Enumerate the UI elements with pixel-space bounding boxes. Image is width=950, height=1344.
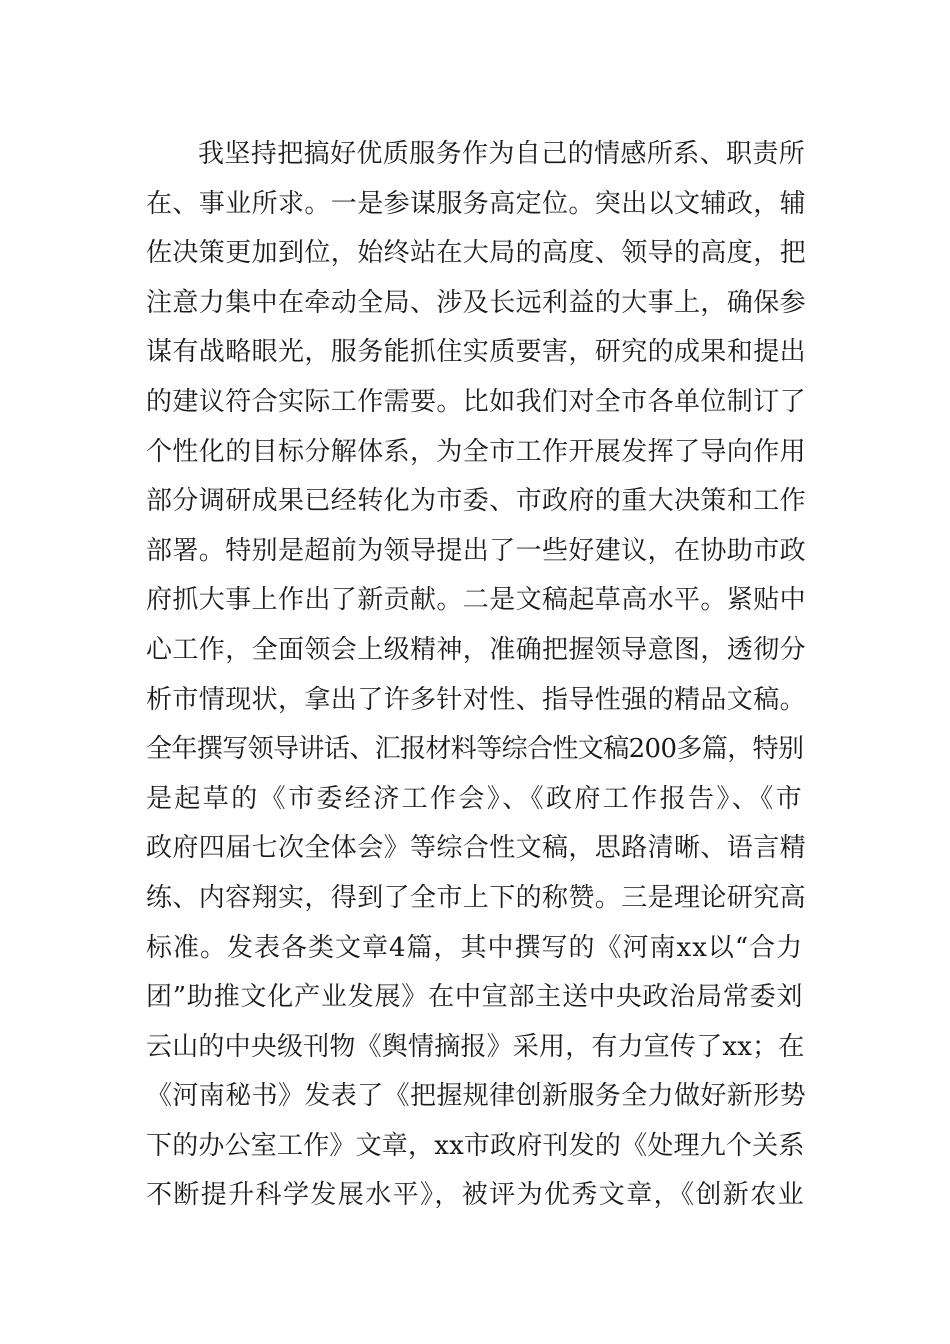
paragraph-line-8: 部分调研成果已经转化为市委、市政府的重大决策和工作 [146, 486, 807, 517]
paragraph-line-5: 谋有战略眼光，服务能抓住实质要害，研究的成果和提出 [146, 337, 807, 368]
paragraph-line-11: 心工作，全面领会上级精神，准确把握领导意图，透彻分 [146, 634, 807, 665]
paragraph-line-2: 在、事业所求。一是参谋服务高定位。突出以文辅政，辅 [146, 188, 807, 219]
paragraph-line-6: 的建议符合实际工作需要。比如我们对全市各单位制订了 [146, 386, 807, 417]
paragraph-line-9: 部署。特别是超前为领导提出了一些好建议，在协助市政 [146, 535, 807, 566]
paragraph-line-7: 个性化的目标分解体系，为全市工作开展发挥了导向作用 [146, 436, 807, 467]
body-paragraph [146, 134, 806, 1225]
paragraph-line-14: 是起草的《市委经济工作会》、《政府工作报告》、《市 [146, 783, 805, 814]
paragraph-line-13: 全年撰写领导讲话、汇报材料等综合性文稿200多篇，特别 [146, 734, 804, 765]
paragraph-line-1: 我坚持把搞好优质服务作为自己的情感所系、职责所 [198, 139, 806, 169]
paragraph-line-12: 析市情现状，拿出了许多针对性、指导性强的精品文稿。 [146, 684, 807, 715]
paragraph-line-3: 佐决策更加到位，始终站在大局的高度、领导的高度，把 [146, 238, 807, 269]
paragraph-line-16: 练、内容翔实，得到了全市上下的称赞。三是理论研究高 [146, 882, 807, 913]
paragraph-line-20: 《河南秘书》发表了《把握规律创新服务全力做好新形势 [146, 1081, 807, 1112]
paragraph-line-19: 云山的中央级刊物《舆情摘报》采用，有力宣传了xx；在 [146, 1031, 805, 1062]
paragraph-line-22: 不断提升科学发展水平》，被评为优秀文章，《创新农业 [146, 1180, 806, 1211]
paragraph-line-18: 团”助推文化产业发展》在中宣部主送中央政治局常委刘 [146, 982, 804, 1013]
paragraph-line-17: 标准。发表各类文章4篇，其中撰写的《河南xx以“合力 [146, 932, 804, 963]
paragraph-line-10: 府抓大事上作出了新贡献。二是文稿起草高水平。紧贴中 [146, 585, 807, 616]
paragraph-line-21: 下的办公室工作》文章，xx市政府刊发的《处理九个关系 [146, 1130, 805, 1161]
paragraph-line-15: 政府四届七次全体会》等综合性文稿，思路清晰、语言精 [146, 833, 807, 864]
paragraph-line-4: 注意力集中在牵动全局、涉及长远利益的大事上，确保参 [146, 287, 807, 318]
